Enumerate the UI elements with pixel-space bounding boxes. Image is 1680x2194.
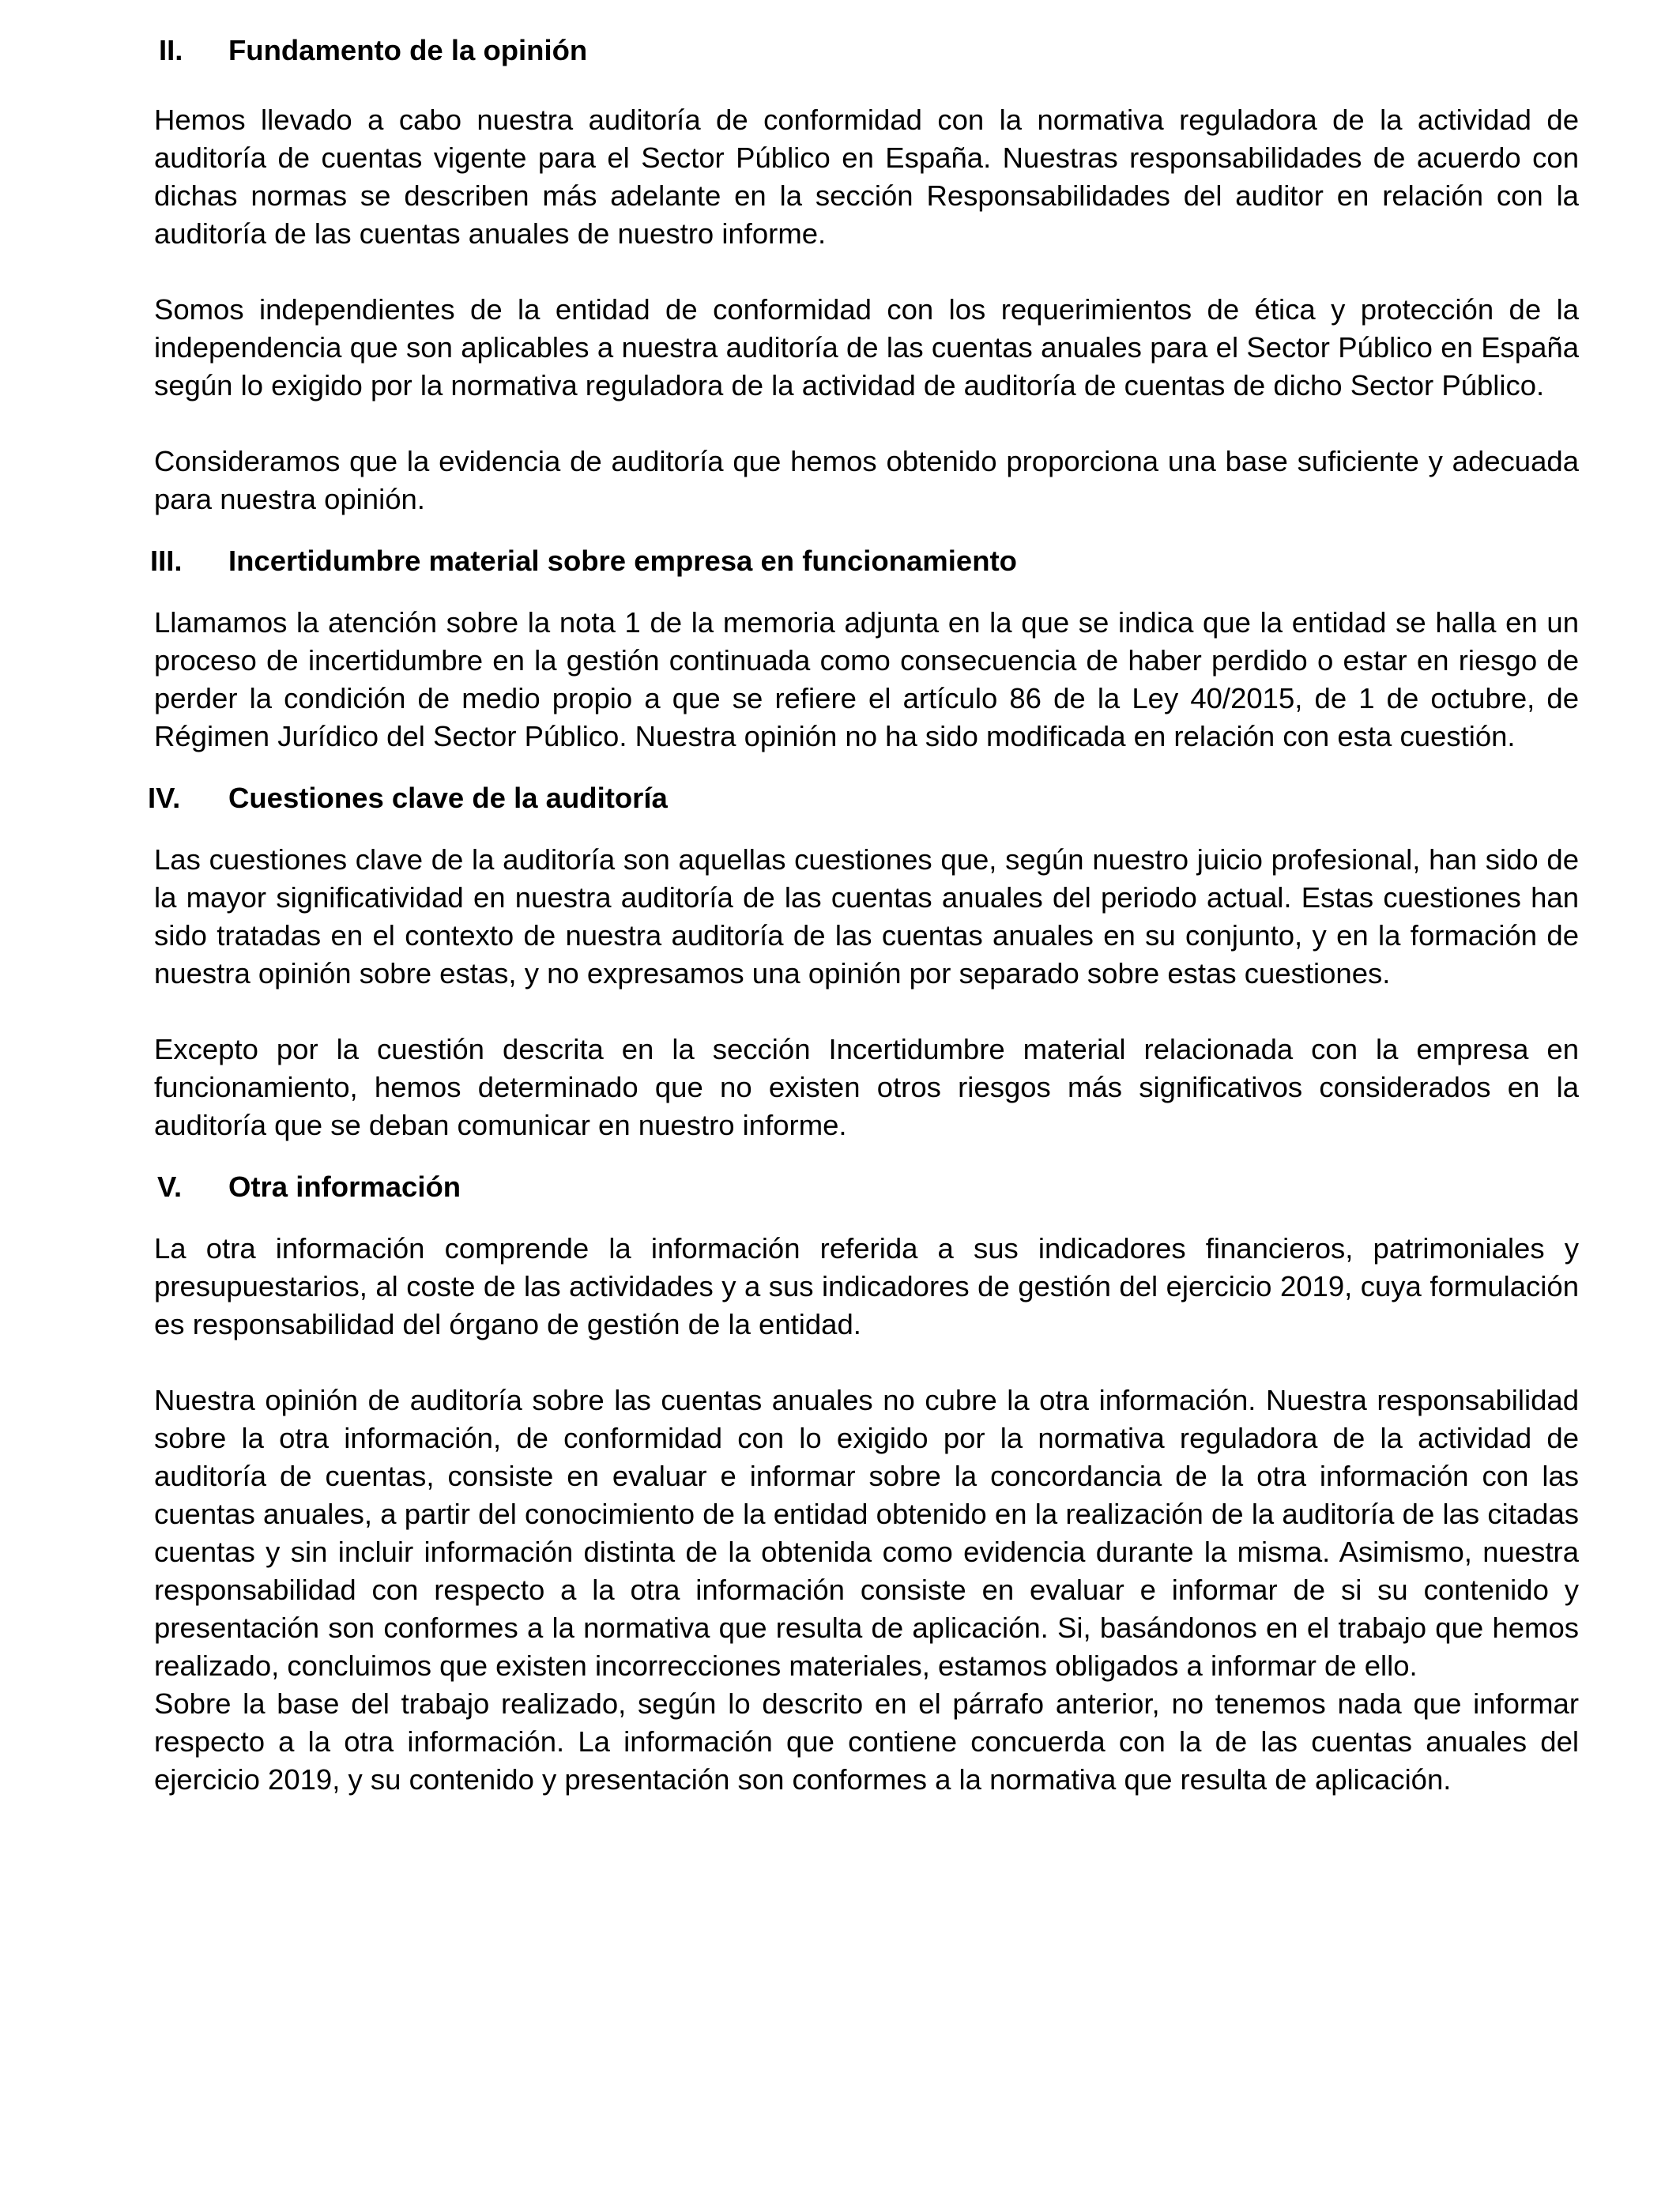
section-number: II. <box>159 34 183 66</box>
paragraph: Sobre la base del trabajo realizado, según lo descrito en el párrafo anterior, no tenemos nada que informar respecto a la otra información. La información que contiene concuerda con la de las cuentas anuales del ejercicio 2019, y su contenido y presentación son conformes a la normativa que resulta de aplicación. <box>154 1687 1579 1796</box>
section-title: Fundamento de la opinión <box>228 34 588 66</box>
section-number: V. <box>157 1171 183 1203</box>
paragraph: Nuestra opinión de auditoría sobre las cuentas anuales no cubre la otra información. Nuestra responsabilidad sobre la otra información, de conformidad con lo exigido por la normativa reguladora de la actividad de auditoría de cuentas, consiste en evaluar e informar sobre la concordancia de la otra información con las cuentas anuales, a partir del conocimiento de la entidad obtenido en la realización de la auditoría de las citadas cuentas y sin incluir información distinta de la obtenida como evidencia durante la misma. Asimismo, nuestra responsabilidad con respecto a la otra información consiste en evaluar e informar de si su contenido y presentación son conformes a la normativa que resulta de aplicación. Si, basándonos en el trabajo que hemos realizado, concluimos que existen incorrecciones materiales, estamos obligados a informar de ello. <box>154 1384 1579 1682</box>
section-number: III. <box>150 545 183 577</box>
section-number: IV. <box>148 782 181 814</box>
section-heading-iv <box>148 779 1579 817</box>
section-heading-v <box>154 1168 1579 1206</box>
paragraph: Consideramos que la evidencia de auditoría que hemos obtenido proporciona una base suficiente y adecuada para nuestra opinión. <box>154 445 1579 515</box>
section-title: Otra información <box>228 1171 461 1203</box>
paragraph: Llamamos la atención sobre la nota 1 de la memoria adjunta en la que se indica que la entidad se halla en un proceso de incertidumbre en la gestión continuada como consecuencia de haber perdido o estar en riesgo de perder la condición de medio propio a que se refiere el artículo 86 de la Ley 40/2015, de 1 de octubre, de Régimen Jurídico del Sector Público. Nuestra opinión no ha sido modificada en relación con esta cuestión. <box>154 606 1579 752</box>
paragraph: Hemos llevado a cabo nuestra auditoría de conformidad con la normativa reguladora de la actividad de auditoría de cuentas vigente para el Sector Público en España. Nuestras responsabilidades de acuerdo con dichas normas se describen más adelante en la sección Responsabilidades del auditor en relación con la auditoría de las cuentas anuales de nuestro informe. <box>154 104 1579 250</box>
paragraph: Somos independientes de la entidad de conformidad con los requerimientos de ética y protección de la independencia que son aplicables a nuestra auditoría de las cuentas anuales para el Sector Público en España según lo exigido por la normativa reguladora de la actividad de auditoría de cuentas de dicho Sector Público. <box>154 293 1579 401</box>
paragraph: Excepto por la cuestión descrita en la sección Incertidumbre material relacionada con la empresa en funcionamiento, hemos determinado que no existen otros riesgos más significativos considerados en la auditoría que se deban comunicar en nuestro informe. <box>154 1033 1579 1141</box>
section-heading-iii <box>150 542 1579 580</box>
section-title: Cuestiones clave de la auditoría <box>228 782 668 814</box>
section-heading-ii <box>154 32 1579 70</box>
paragraph: La otra información comprende la información referida a sus indicadores financieros, patrimoniales y presupuestarios, al coste de las actividades y a sus indicadores de gestión del ejercicio 2019, cuya formulación es responsabilidad del órgano de gestión de la entidad. <box>154 1232 1579 1340</box>
section-title: Incertidumbre material sobre empresa en funcionamiento <box>228 545 1017 577</box>
paragraph: Las cuestiones clave de la auditoría son aquellas cuestiones que, según nuestro juicio profesional, han sido de la mayor significatividad en nuestra auditoría de las cuentas anuales del periodo actual. Estas cuestiones han sido tratadas en el contexto de nuestra auditoría de las cuentas anuales en su conjunto, y en la formación de nuestra opinión sobre estas, y no expresamos una opinión por separado sobre estas cuestiones. <box>154 843 1579 990</box>
document-page <box>148 32 1579 1799</box>
